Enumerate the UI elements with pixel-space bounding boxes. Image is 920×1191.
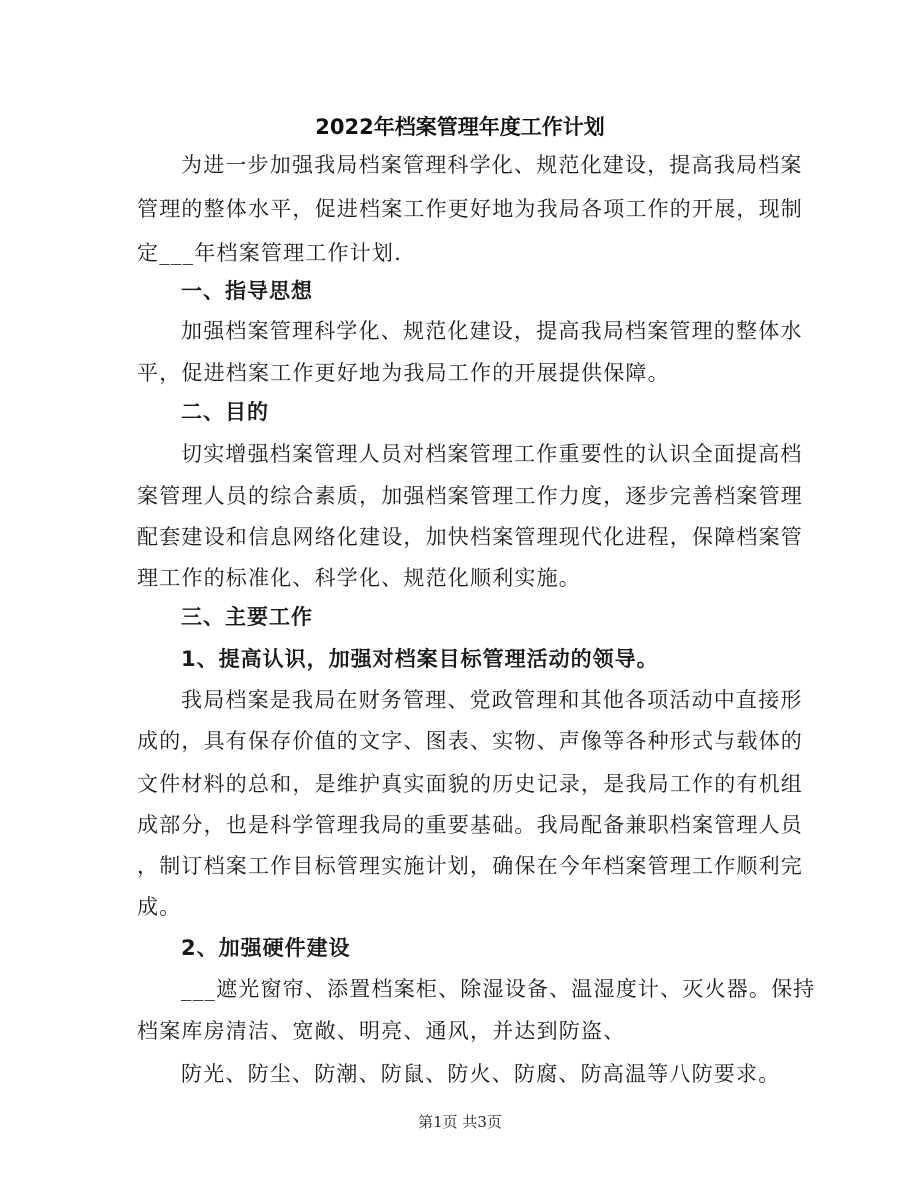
paragraph-line: 配套建设和信息网络化建设，加快档案管理现代化进程，保障档案管: [137, 525, 803, 549]
paragraph-line: 成的，具有保存价值的文字、图表、实物、声像等各种形式与载体的: [137, 729, 803, 753]
paragraph-line: 定___年档案管理工作计划.: [137, 241, 402, 265]
subsection-heading: 1、提高认识，加强对档案目标管理活动的领导。: [181, 647, 659, 671]
paragraph-line: ___遮光窗帘、添置档案柜、除湿设备、温湿度计、灭火器。保持: [181, 977, 816, 1001]
section-heading: 二、目的: [181, 400, 269, 424]
paragraph-line: ，制订档案工作目标管理实施计划，确保在今年档案管理工作顺利完: [137, 854, 803, 878]
paragraph-line: 文件材料的总和，是维护真实面貌的历史记录，是我局工作的有机组: [137, 772, 803, 796]
paragraph-line: 我局档案是我局在财务管理、党政管理和其他各项活动中直接形: [181, 688, 803, 712]
section-heading: 三、主要工作: [181, 605, 313, 629]
page-footer: 第1页 共3页: [418, 1113, 502, 1131]
subsection-heading: 2、加强硬件建设: [181, 936, 351, 960]
paragraph-line: 成。: [137, 895, 182, 919]
paragraph-line: 案管理人员的综合素质，加强档案管理工作力度，逐步完善档案管理: [137, 484, 803, 508]
paragraph-line: 档案库房清洁、宽敞、明亮、通风，并达到防盗、: [137, 1019, 626, 1043]
paragraph-line: 平，促进档案工作更好地为我局工作的开展提供保障。: [137, 361, 670, 385]
paragraph-line: 管理的整体水平，促进档案工作更好地为我局各项工作的开展，现制: [137, 197, 803, 221]
section-heading: 一、指导思想: [181, 279, 313, 303]
paragraph-line: 防光、防尘、防潮、防鼠、防火、防腐、防高温等八防要求。: [181, 1062, 781, 1086]
paragraph-line: 加强档案管理科学化、规范化建设，提高我局档案管理的整体水: [181, 319, 803, 343]
paragraph-line: 理工作的标准化、科学化、规范化顺利实施。: [137, 566, 581, 590]
document-title: 2022年档案管理年度工作计划: [315, 115, 605, 139]
paragraph-line: 为进一步加强我局档案管理科学化、规范化建设，提高我局档案: [181, 153, 803, 177]
paragraph-line: 成部分，也是科学管理我局的重要基础。我局配备兼职档案管理人员: [137, 813, 803, 837]
paragraph-line: 切实增强档案管理人员对档案管理工作重要性的认识全面提高档: [181, 442, 803, 466]
